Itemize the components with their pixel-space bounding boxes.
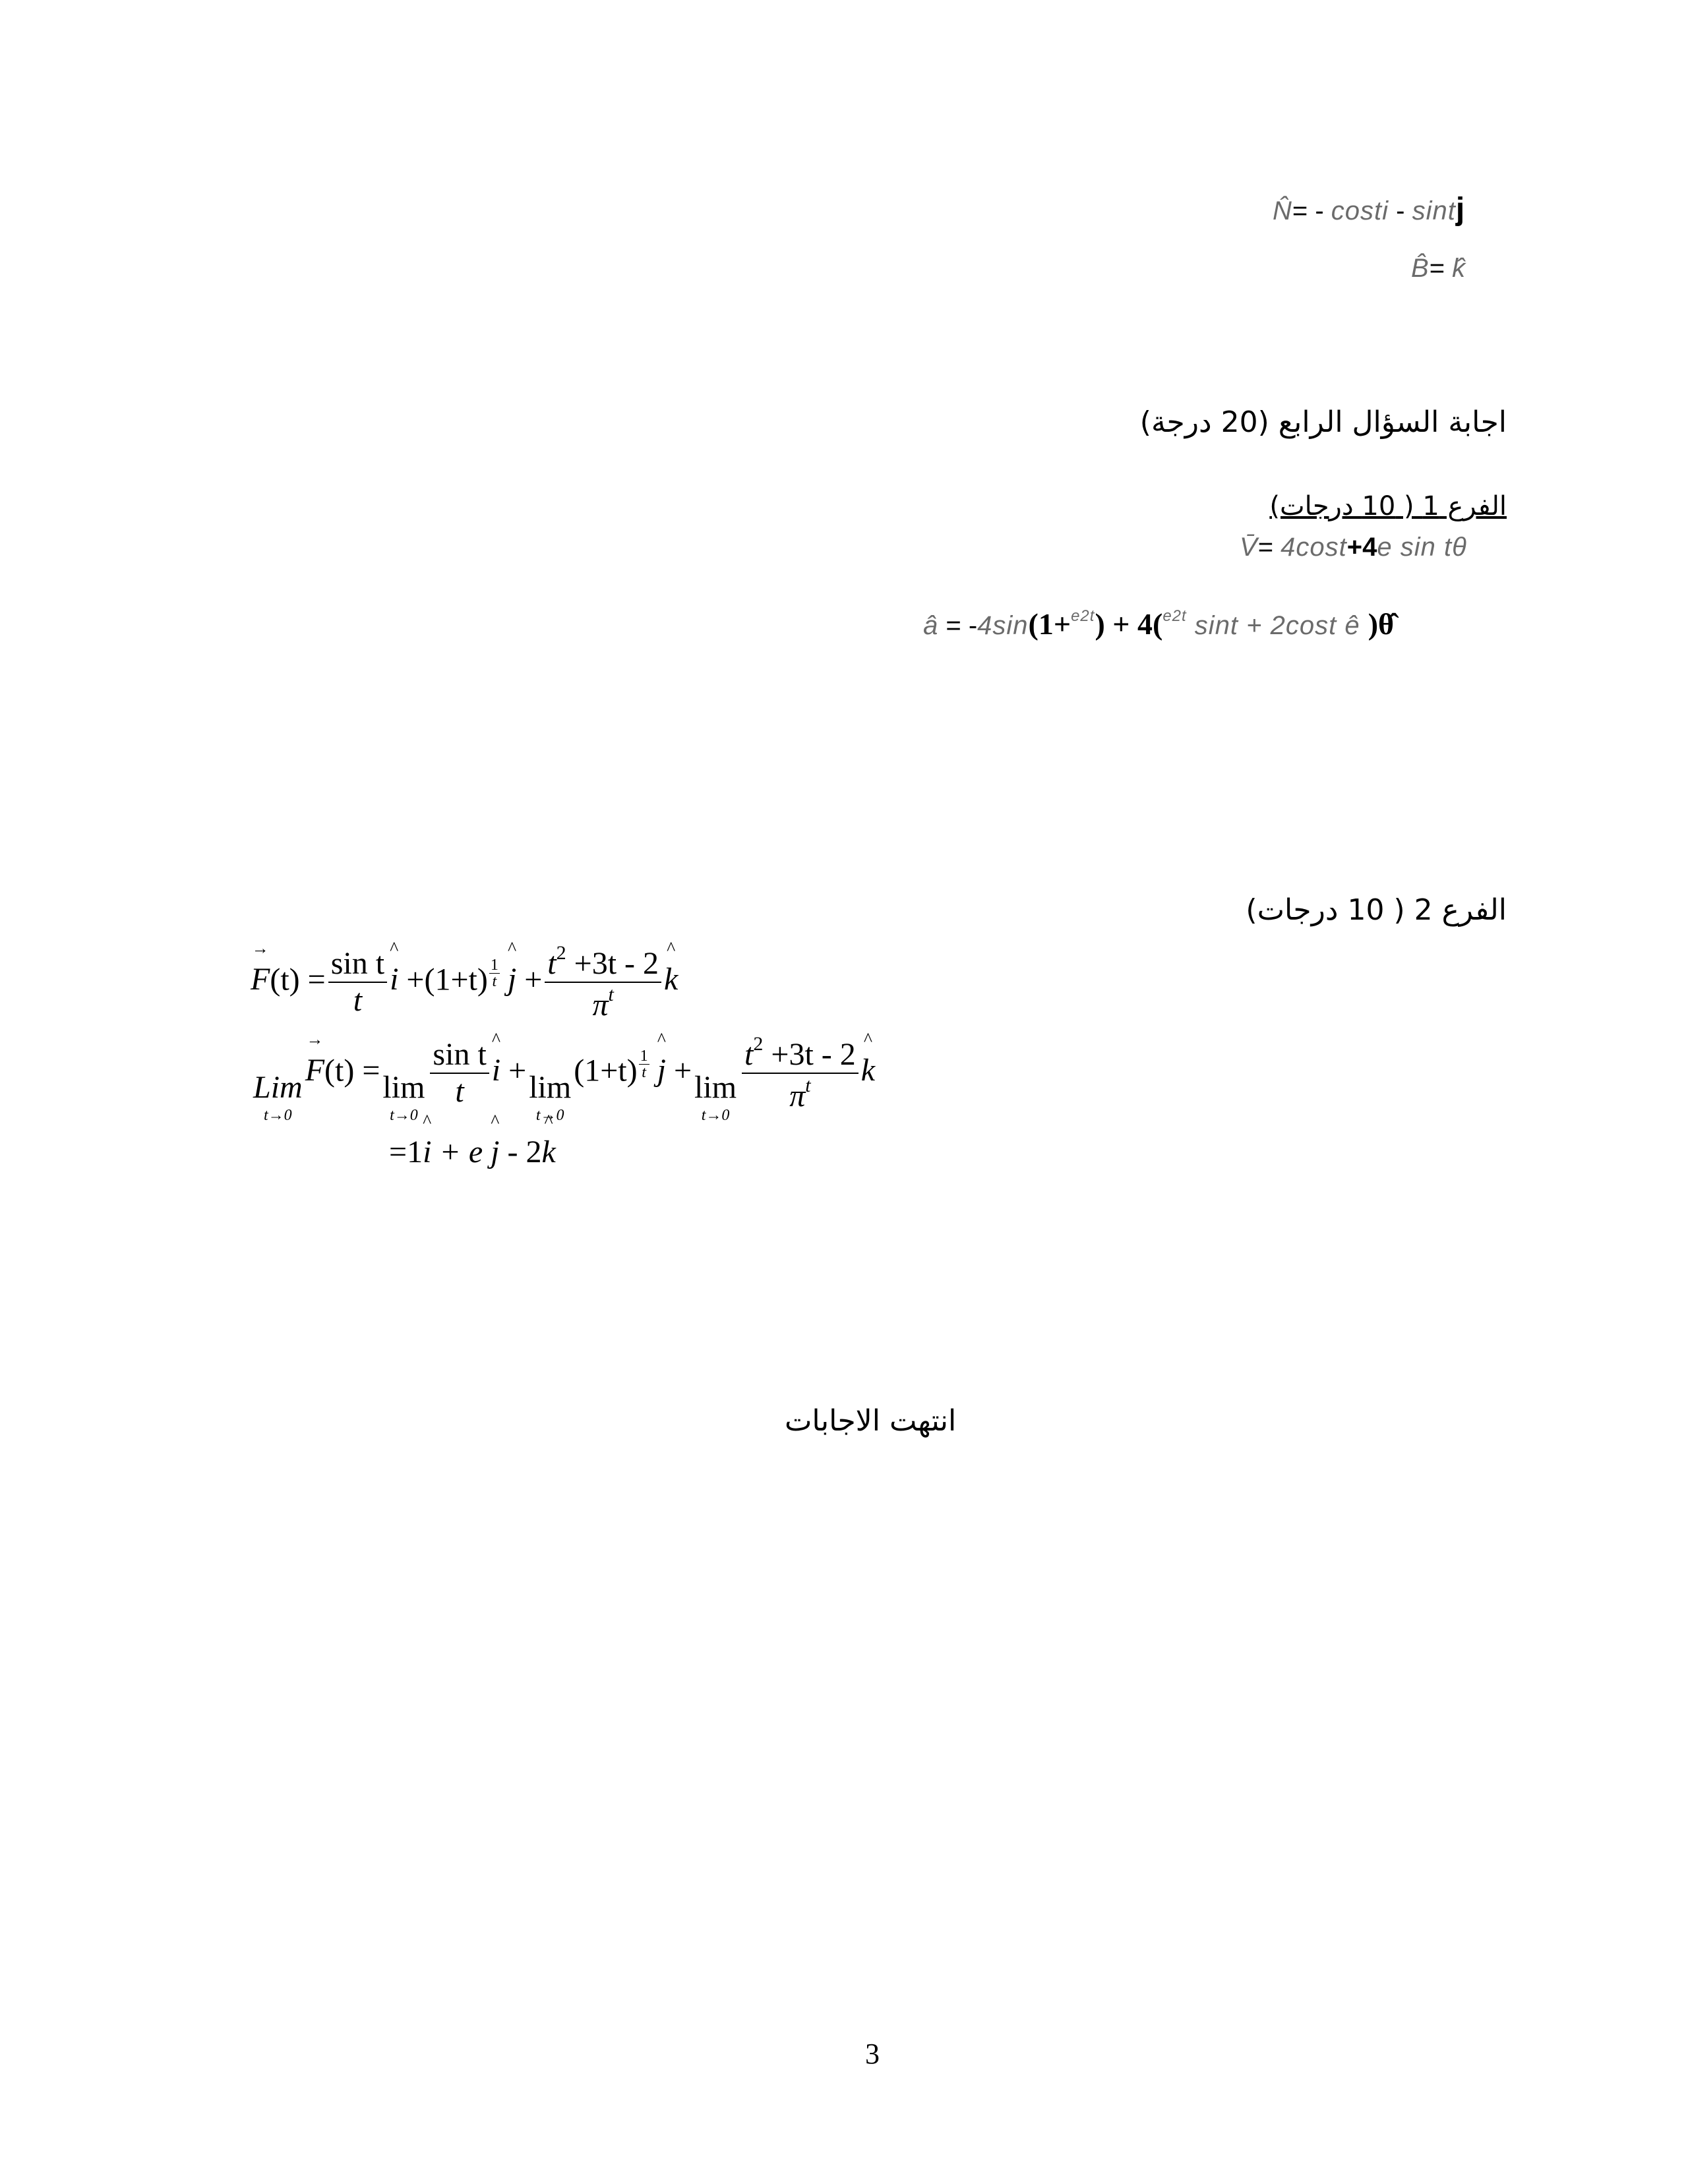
frac-den: t <box>353 983 363 1018</box>
k-hat: ^ k <box>664 961 678 997</box>
frac2-pi: π <box>592 988 609 1023</box>
exp-den: t <box>492 973 497 991</box>
n-minus: - <box>1389 196 1412 225</box>
frac2b-t: t <box>744 1037 754 1072</box>
frac2-t: t <box>547 946 557 981</box>
a-equals: = - <box>938 611 978 640</box>
a-exp-1: e2t <box>1071 607 1095 625</box>
lim-2-word: lim <box>529 1070 572 1106</box>
normal-vector-equation <box>1273 191 1464 227</box>
f-vector: → F <box>251 961 270 997</box>
j-hat: ^ j <box>508 961 516 997</box>
answers-ended-text: انتهت الاجابات <box>785 1404 957 1438</box>
frac2b-den-sup: t <box>805 1075 811 1097</box>
v-symbol: V̄ <box>1240 533 1258 562</box>
a-plus-4: + 4( <box>1104 607 1163 641</box>
frac-num-2: sin t <box>430 1038 489 1074</box>
fraction-poly-over-pi <box>545 943 661 1022</box>
k-hat-2: ^ k <box>861 1052 875 1088</box>
f-vector-2: → F <box>305 1052 324 1088</box>
a-open-1: (1+ <box>1028 607 1071 641</box>
a-exp-2: e2t <box>1162 607 1187 625</box>
fraction-sin-over-t <box>328 947 387 1018</box>
n-cos-term: costi <box>1331 196 1389 225</box>
frac2-den-sup: t <box>608 984 614 1006</box>
result-eq: =1 <box>389 1135 423 1169</box>
fraction-poly-over-pi-2 <box>742 1034 859 1113</box>
b-equals: = <box>1429 254 1453 283</box>
frac2-sup: 2 <box>556 942 566 964</box>
exponent-1-over-t-2 <box>639 1048 649 1080</box>
a-close-2: )θ̂ <box>1368 607 1395 641</box>
frac2b-pi: π <box>789 1078 806 1114</box>
question-4-heading: اجابة السؤال الرابع (20 درجة) <box>1139 405 1507 439</box>
n-sin-term: sint <box>1412 196 1456 225</box>
lim-1-word: lim <box>382 1070 425 1106</box>
result-i-hat: ^ i <box>423 1134 431 1170</box>
part-1-label: الفرع 1 ( 10 درجات) <box>1269 491 1507 521</box>
lim-sub: t→0 <box>264 1107 292 1125</box>
result-plus-e: + e <box>431 1135 491 1169</box>
f-arg: (t) = <box>270 962 326 997</box>
result-j-hat: ^ j <box>491 1134 499 1170</box>
v-term-1: 4cost <box>1281 533 1347 562</box>
b-symbol: B̂ <box>1411 254 1430 283</box>
plus-term-2: + <box>516 962 543 997</box>
n-symbol: N̂ <box>1273 196 1292 225</box>
binormal-vector-equation <box>1411 254 1466 283</box>
lim-2-sub: t→0 <box>535 1107 564 1125</box>
limit-result <box>389 1134 556 1170</box>
exponent-1-over-t <box>489 957 500 989</box>
exp-num-2: 1 <box>640 1048 648 1065</box>
frac-num: sin t <box>328 947 387 983</box>
lim-3-word: lim <box>694 1070 737 1106</box>
i-hat-2: ^ i <box>492 1052 500 1088</box>
plus-2a: + <box>500 1053 527 1088</box>
v-plus-4: +4 <box>1346 533 1377 562</box>
a-close-1: ) <box>1095 607 1105 641</box>
frac-den-2: t <box>455 1074 464 1109</box>
exp-den-2: t <box>642 1064 646 1082</box>
lim-1-sub: t→0 <box>390 1107 418 1125</box>
v-term-2: e sin tθ <box>1377 533 1467 562</box>
acceleration-equation <box>923 606 1394 641</box>
n-j: j <box>1455 192 1465 227</box>
page-number: 3 <box>865 2038 880 2070</box>
frac2-rest: +3t - 2 <box>566 946 659 981</box>
result-minus-2: - 2 <box>499 1135 542 1169</box>
frac2b-rest: +3t - 2 <box>763 1037 856 1072</box>
plus-term: +(1+t) <box>398 962 488 997</box>
frac2b-sup: 2 <box>753 1033 764 1055</box>
lim-3-sub: t→0 <box>701 1107 730 1125</box>
a-symbol: â <box>923 611 939 640</box>
velocity-equation <box>1240 533 1467 562</box>
lim-word: Lim <box>253 1070 303 1106</box>
j-hat-2: ^ j <box>657 1052 666 1088</box>
i-hat: ^ i <box>390 961 398 997</box>
v-equals: = <box>1257 533 1281 562</box>
exp-num: 1 <box>490 957 498 974</box>
limit-equation <box>251 1034 875 1125</box>
f-arg-2: (t) = <box>324 1053 380 1088</box>
b-k: k̂ <box>1452 254 1466 283</box>
a-term-2: sint + 2cost ê <box>1186 611 1368 640</box>
result-k-hat: ^ k <box>541 1134 555 1170</box>
fraction-sin-over-t-2 <box>430 1038 489 1109</box>
plus-2b: + <box>665 1053 692 1088</box>
a-term-1: 4sin <box>977 611 1029 640</box>
n-equals: = - <box>1292 196 1331 225</box>
lim-1 <box>382 1069 425 1125</box>
paren-term: (1+t) <box>574 1053 638 1088</box>
lim-3 <box>694 1069 737 1125</box>
limit-operator <box>253 1069 303 1125</box>
part-2-label: الفرع 2 ( 10 درجات) <box>1246 893 1507 927</box>
vector-function-definition <box>251 943 678 1022</box>
